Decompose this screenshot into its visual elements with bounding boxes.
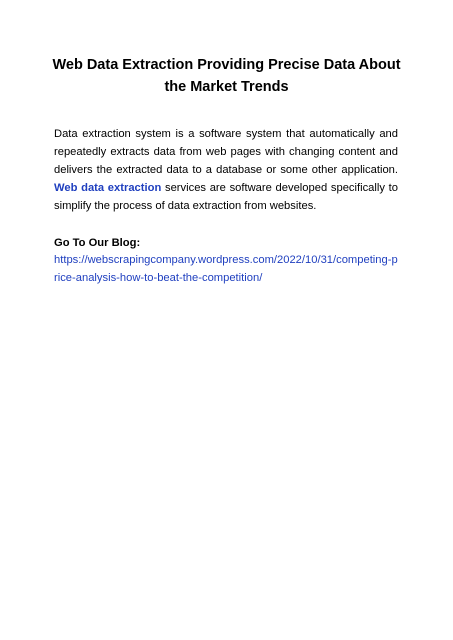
document-title: Web Data Extraction Providing Precise Data About the Market Trends xyxy=(52,57,401,95)
web-data-extraction-link[interactable]: Web data extraction xyxy=(54,182,162,194)
body-paragraph xyxy=(54,125,398,215)
paragraph-text-after: services are software developed specifically to simplify the process of data extraction from websites. xyxy=(54,182,398,212)
paragraph-text-before: Data extraction system is a software system that automatically and repeatedly extracts data from web pages with changing content and delivers the extracted data to a database or some other application. xyxy=(54,128,398,176)
blog-url-link[interactable]: https://webscrapingcompany.wordpress.com/2022/10/31/competing-price-analysis-how-to-beat-the-competition/ xyxy=(54,254,398,284)
blog-heading: Go To Our Blog: xyxy=(54,237,141,249)
